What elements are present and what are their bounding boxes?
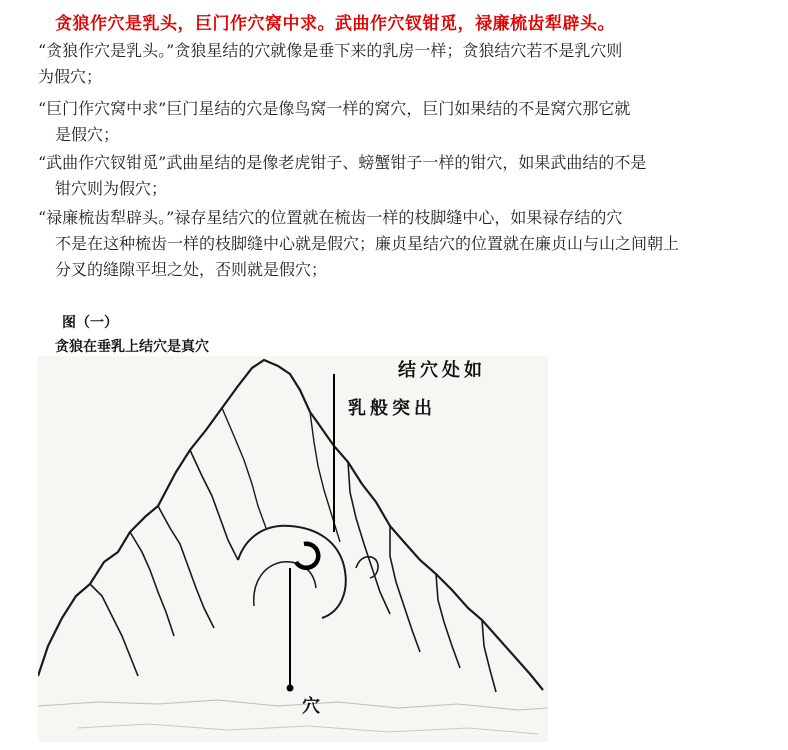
paragraph-jumen: [38, 96, 778, 148]
annotation-top: 结穴处如: [398, 360, 486, 381]
figure-caption: 贪狼在垂乳上结穴是真穴: [55, 339, 209, 355]
paragraph-lead: “武曲作穴钗钳觅”: [38, 153, 167, 172]
paragraph-line: 武曲星结的是像老虎钳子、螃蟹钳子一样的钳穴，如果武曲结的不是: [166, 153, 647, 172]
paragraph-line: 分叉的缝隙平坦之处，否则就是假穴；: [55, 260, 328, 279]
paragraph-line: 为假穴；: [38, 67, 103, 86]
mountain-illustration: [38, 356, 548, 742]
figure-label: 图（一）: [62, 315, 118, 331]
paragraph-line: 禄存星结穴的位置就在梳齿一样的枝脚缝中心，如果禄存结的穴: [174, 208, 623, 227]
paragraph-line: 钳穴则为假穴；: [55, 179, 168, 198]
paragraph-line: 巨门星结的穴是像鸟窝一样的窝穴，巨门如果结的不是窝穴那它就: [166, 99, 631, 118]
paragraph-lead: “巨门作穴窝中求”: [38, 99, 167, 118]
annotation-hole: 穴: [302, 696, 324, 717]
annotation-mid: 乳般突出: [348, 398, 436, 419]
paragraph-line: 贪狼星结的穴就像是垂下来的乳房一样；贪狼结穴若不是乳穴则: [174, 41, 623, 60]
paragraph-lead: “禄廉梳齿犁辟头。”: [38, 208, 175, 227]
paragraph-lead: “贪狼作穴是乳头。”: [38, 41, 175, 60]
paragraph-tanlang: [38, 38, 778, 90]
paragraph-lulian: [38, 205, 778, 283]
paragraph-line: 不是在这种梳齿一样的枝脚缝中心就是假穴；廉贞星结穴的位置就在廉贞山与山之间朝上: [55, 234, 680, 253]
paragraph-line: 是假穴；: [55, 125, 120, 144]
pointer-dot: [287, 685, 294, 692]
mountain-figure: [38, 356, 548, 742]
paragraph-wuqu: [38, 150, 778, 202]
page-title: 贪狼作穴是乳头，巨门作穴窝中求。武曲作穴钗钳觅，禄廉梳齿犁辟头。: [55, 14, 615, 34]
